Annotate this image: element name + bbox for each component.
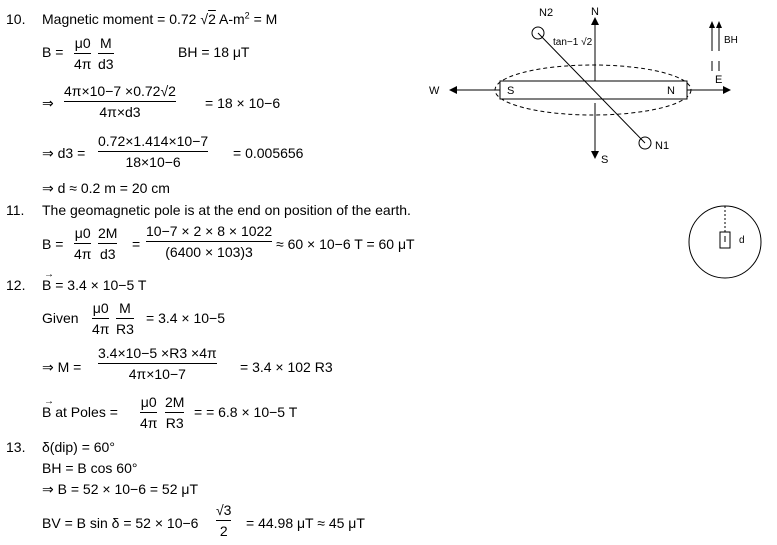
m-over-r3 xyxy=(116,301,134,336)
eq4-rhs: = 0.005656 xyxy=(233,145,304,161)
d-result: ⇒ d ≈ 0.2 m = 20 cm xyxy=(42,180,170,196)
west-arrowhead-icon xyxy=(449,86,457,94)
mu0-text: μ0 xyxy=(74,225,91,241)
given-label: Given xyxy=(42,310,79,326)
magnet-s-pole: S xyxy=(507,85,515,97)
label-d: d xyxy=(739,235,745,246)
vector-arrow-icon: → xyxy=(44,396,54,407)
moment-text: Magnetic moment = 0.72 xyxy=(42,11,197,27)
b-vector-value: B = 3.4 × 10−5 T xyxy=(42,277,147,293)
eq3-fraction xyxy=(64,84,176,119)
eq4-fraction xyxy=(98,134,208,169)
b-vector-line xyxy=(42,269,147,293)
south-arrowhead-icon xyxy=(591,151,599,159)
m-text: M xyxy=(99,35,112,51)
moment-equals-m: = M xyxy=(253,11,278,27)
b-equals-label-11: B = xyxy=(42,236,64,252)
poles-rhs: = = 6.8 × 10−5 T xyxy=(194,404,298,420)
twoM-over-r3 xyxy=(165,395,184,430)
label-bh: BH xyxy=(724,35,738,46)
magnetic-moment-line: Magnetic moment = 0.72 √2 $A-m^2 = M$ xyxy=(42,10,278,27)
twoM-text: 2M xyxy=(165,394,185,410)
mu0-over-4pi-poles xyxy=(140,395,157,430)
problem-13-number: 13. xyxy=(6,439,26,455)
vector-arrow-icon: → xyxy=(44,269,54,280)
fourpi-text: 4π xyxy=(74,246,92,262)
angle-label: tan−1 √2 xyxy=(553,37,593,48)
sqrt3-text: √3 xyxy=(216,502,232,518)
moment-unit: A-m xyxy=(218,11,245,27)
label-n1: N1 xyxy=(655,140,670,152)
problem-10-number: 10. xyxy=(6,11,26,27)
magnet-diagram xyxy=(425,3,738,178)
bv-lhs: BV = B sin δ = 52 × 10−6 xyxy=(42,515,199,531)
earth-diagram xyxy=(687,202,767,282)
twoM-over-d3 xyxy=(98,226,117,261)
poles-lhs xyxy=(42,396,118,420)
label-s: S xyxy=(601,154,609,166)
b-equals-label: B = xyxy=(42,44,64,60)
label-w: W xyxy=(429,85,440,97)
eq3-rhs: = 18 × 10−6 xyxy=(205,95,281,111)
mu0-text: μ0 xyxy=(92,300,109,316)
problem-11-text: The geomagnetic pole is at the end on position of the earth. xyxy=(42,202,411,218)
eq4-denominator: 18×10−6 xyxy=(125,154,181,170)
magnet-n-pole: N xyxy=(667,85,675,97)
eq3-denominator: 4π×d3 xyxy=(99,104,141,120)
mu0-over-4pi xyxy=(74,36,91,71)
m-numerator: 3.4×10−5 ×R3 ×4π xyxy=(98,345,217,361)
sqrt3-over-2 xyxy=(216,503,231,538)
d3-text: d3 xyxy=(99,246,116,262)
two-text: 2 xyxy=(219,523,228,539)
bv-rhs: = 44.98 μT ≈ 45 μT xyxy=(246,515,365,531)
mu0-text: μ0 xyxy=(140,394,157,410)
mu0-over-4pi-11 xyxy=(74,226,91,261)
big-denominator: (6400 × 103)3 xyxy=(165,244,253,260)
big-fraction-11 xyxy=(146,224,272,259)
bh-value: BH = 18 μT xyxy=(178,44,250,60)
fourpi-text: 4π xyxy=(74,56,92,72)
m-over-d3 xyxy=(98,36,114,71)
twoM-text: 2M xyxy=(98,225,118,241)
fourpi-text: 4π xyxy=(140,415,158,431)
fourpi-text: 4π xyxy=(92,321,110,337)
eq4-numerator: 0.72×1.414×10−7 xyxy=(98,133,209,149)
m-denominator: 4π×10−7 xyxy=(128,366,186,382)
problem-12-number: 12. xyxy=(6,277,26,293)
m-fraction xyxy=(98,346,217,381)
result-11: ≈ 60 × 10−6 T = 60 μT xyxy=(276,236,415,252)
r3-text: R3 xyxy=(165,415,184,431)
mu0-text: μ0 xyxy=(74,35,91,51)
big-numerator: 10−7 × 2 × 8 × 1022 xyxy=(146,223,273,239)
problem-11-number: 11. xyxy=(6,202,25,218)
bh-arrowhead-icon xyxy=(709,21,715,28)
label-n2: N2 xyxy=(539,7,554,19)
eq3-numerator: 4π×10−7 ×0.72√2 xyxy=(64,83,176,99)
poles-text: B at Poles = xyxy=(42,404,118,420)
equals-11: = xyxy=(132,236,141,252)
given-rhs: = 3.4 × 10−5 xyxy=(146,310,226,326)
r3-text: R3 xyxy=(116,321,134,337)
m-text: M xyxy=(119,300,131,316)
sqrt2-glyph: √2 xyxy=(200,11,216,27)
label-e: E xyxy=(715,74,723,86)
d3-text: d3 xyxy=(98,56,114,72)
bh-arrowhead-icon xyxy=(716,21,722,28)
m-lhs: ⇒ M = xyxy=(42,359,82,375)
b-result: ⇒ B = 52 × 10−6 = 52 μT xyxy=(42,481,199,497)
eq4-lhs: ⇒ d3 = xyxy=(42,145,86,161)
implies-arrow: ⇒ xyxy=(42,96,54,112)
m-rhs: = 3.4 × 102 R3 xyxy=(240,359,333,375)
north-arrowhead-icon xyxy=(591,17,599,25)
east-arrowhead-icon xyxy=(723,86,731,94)
dip-angle: δ(dip) = 60° xyxy=(42,439,115,455)
mu0-over-4pi-12 xyxy=(92,301,109,336)
bh-cos: BH = B cos 60° xyxy=(42,460,138,476)
label-n: N xyxy=(591,6,599,18)
